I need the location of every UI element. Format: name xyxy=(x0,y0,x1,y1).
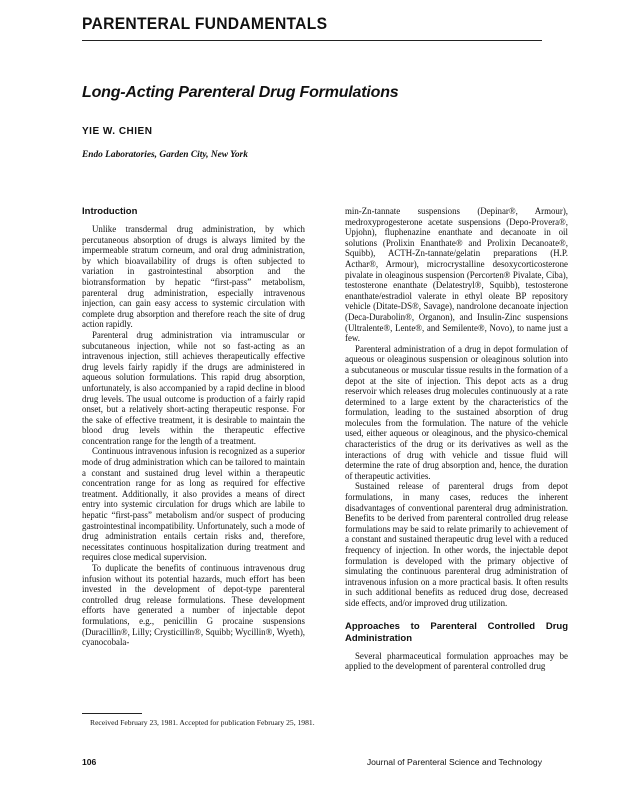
paragraph: min-Zn-tannate suspensions (Depinar®, Armour), medroxyprogesterone acetate suspensions (Depo-Provera®, Upjohn), fluphenazine enanthate and decanoate in oil solutions (Prolixin Enanthate® and Prolixin Decanoate®, Squibb), ACTH-Zn-tannate/gelatin preparations (H.P. Acthar®, Armour), microcrystalline desoxycorticosterone pivalate in oleaginous suspension (Percorten® Pivalate, Ciba), testosterone enanthate (Delatestryl®, Squibb), testosterone enanthate/estradiol valerate in ethyl oleate BP repository vehicle (Ditate-DS®, Savage), nandrolone decanoate injection (Deca-Durabolin®, Organon), and Insulin-Zinc suspensions (Ultralente®, Lente®, and Semilente®, Novo), to name just a few. xyxy=(345,206,568,344)
paragraph: Continuous intravenous infusion is recognized as a superior mode of drug administration which can be tailored to maintain a constant and sustained drug level within a therapeutic concentration range for as long as required for effective treatment. Additionally, it also provides a means of direct entry into systemic circulation for drugs which are labile to hepatic “first-pass” metabolism and/or suspect of producing gastrointestinal incompatibility. Unfortunately, such a mode of drug administration entails certain risks and, therefore, necessitates continuous hospitalization during treatment and requires close medical supervision. xyxy=(82,446,305,563)
author-affiliation: Endo Laboratories, Garden City, New York xyxy=(82,150,248,160)
section-heading-approaches: Approaches to Parenteral Controlled Drug Administration xyxy=(345,620,568,644)
series-heading: PARENTERAL FUNDAMENTALS xyxy=(82,14,328,33)
journal-name: Journal of Parenteral Science and Technology xyxy=(366,757,542,767)
article-title: Long-Acting Parenteral Drug Formulations xyxy=(82,84,399,101)
section-heading-introduction: Introduction xyxy=(82,206,138,217)
author-name: YIE W. CHIEN xyxy=(82,126,153,137)
footnote-rule xyxy=(82,713,142,714)
paragraph: Several pharmaceutical formulation approaches may be applied to the development of parenteral controlled drug xyxy=(345,650,568,672)
paragraph: Parenteral administration of a drug in depot formulation of aqueous or oleaginous suspension or oleaginous solution into a subcutaneous or muscular tissue results in the formation of a depot at the site of injection. This depot acts as a drug reservoir which releases drug molecules continuously at a rate determined to a large extent by the characteristics of the formulation, leading to the sustained absorption of drug molecules from the formulation. The nature of the vehicle used, either aqueous or oleaginous, and the physico-chemical characteristics of the drug or its derivatives as well as the interactions of drug with vehicle and tissue fluid will determine the rate of drug absorption and, hence, the duration of therapeutic activities. xyxy=(345,343,568,481)
header-rule xyxy=(82,40,542,41)
paragraph: Parenteral drug administration via intramuscular or subcutaneous injection, while not so fast-acting as an intravenous injection, still achieves therapeutically effective drug levels fairly rapidly if the drugs are administered in aqueous solution formulations. This rapid drug absorption, unfortunately, is also accompanied by a rapid decline in blood drug levels. The usual outcome is production of a fairly rapid onset, but a relatively short-acting therapeutic response. For the sake of effective treatment, it is desirable to maintain the blood drug levels within the therapeutic effective concentration range for the length of a treatment. xyxy=(82,329,305,446)
page-number: 106 xyxy=(82,757,97,767)
text-column-right xyxy=(345,206,568,672)
text-column-left xyxy=(82,206,305,648)
paragraph: Sustained release of parenteral drugs from depot formulations, in many cases, reduces the inherent disadvantages of conventional parenteral drug administration. Benefits to be derived from parenteral controlled drug release formulations may be said to relate primarily to achievement of a constant and sustained therapeutic drug level with a reduced frequency of injection. In other words, the injectable depot formulation is developed with the primary objective of simulating the continuous parenteral drug administration of intravenous infusion on a more practical basis. It often results in such additional benefits as reduced drug dose, decreased side effects, and/or improved drug utilization. xyxy=(345,481,568,608)
paragraph: To duplicate the benefits of continuous intravenous drug infusion without its potential hazards, much effort has been invested in the development of depot-type parenteral controlled drug release formulations. These development efforts have generated a number of injectable depot formulations, e.g., penicillin G procaine suspensions (Duracillin®, Lilly; Crysticillin®, Squibb; Wycillin®, Wyeth), cyanocobala- xyxy=(82,563,305,648)
received-footnote: Received February 23, 1981. Accepted for publication February 25, 1981. xyxy=(90,718,315,727)
paragraph: Unlike transdermal drug administration, by which percutaneous absorption of drugs is always limited by the impermeable stratum corneum, and oral drug administration, by which bioavailability of drugs is often subjected to variation in gastrointestinal absorption and the biotransformation by hepatic “first-pass” metabolism, parenteral drug administration, especially intravenous injection, can gain easy access to systemic circulation with complete drug absorption and therefore reach the site of drug action rapidly. xyxy=(82,224,305,330)
